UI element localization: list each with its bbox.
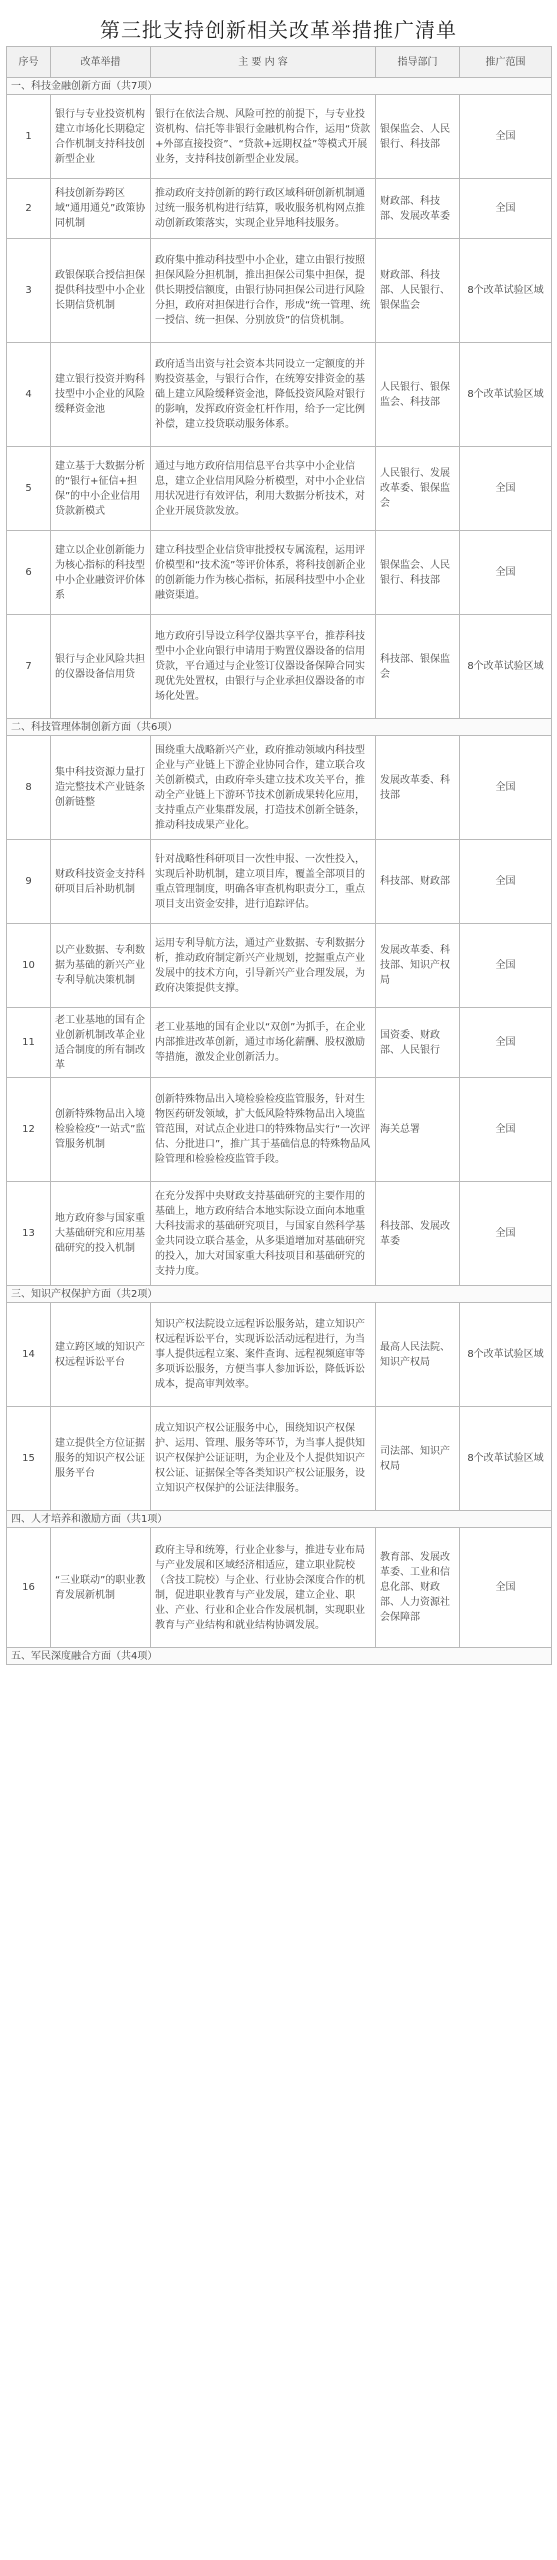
row-content: 创新特殊物品出入境检验检疫监管服务，针对生物医药研发领域，扩大低风险特殊物品出入境监管范围，对试点企业进口的特殊物品实行“一次评估、分批进口”，推广其于基础信息的特殊物品风险管理和检验检疫监管手段。 <box>151 1078 376 1182</box>
row-scope: 8个改革试验区域 <box>460 1407 552 1511</box>
row-content: 围绕重大战略新兴产业，政府推动领域内科技型企业与产业链上下游企业协同合作，建立联合攻关创新模式，由政府牵头建立技术攻关平台，推动全产业链上下游环节技术创新成果转化应用，支持重点产业集群发展，打造技术创新全链条，推动科技成果产业化。 <box>151 736 376 840</box>
row-department: 财政部、科技部、人民银行、银保监会 <box>376 239 460 343</box>
table-row <box>7 343 552 447</box>
row-number: 2 <box>7 179 51 239</box>
row-measure: 地方政府参与国家重大基础研究和应用基础研究的投入机制 <box>51 1182 151 1286</box>
table-row <box>7 1407 552 1511</box>
table-row <box>7 447 552 531</box>
row-content: 政府适当出资与社会资本共同设立一定额度的并购投资基金，与银行合作，在统筹安排资金的基础上建立风险缓释资金池，降低投资风险对银行的影响，发挥政府资金杠杆作用，给予一定比例补偿，建立投贷联动服务体系。 <box>151 343 376 447</box>
row-content: 知识产权法院设立远程诉讼服务站，建立知识产权远程诉讼平台，实现诉讼活动远程进行，为当事人提供远程立案、案件查询、远程视频庭审等多项诉讼服务，方便当事人参加诉讼，降低诉讼成本，提高审判效率。 <box>151 1303 376 1407</box>
row-department: 人民银行、发展改革委、银保监会 <box>376 447 460 531</box>
row-content: 银行在依法合规、风险可控的前提下，与专业投资机构、信托等非银行金融机构合作，运用“贷款+外部直接投资”、“贷款+远期权益”等模式开展业务，支持科技创新型企业发展。 <box>151 95 376 179</box>
row-scope: 8个改革试验区域 <box>460 615 552 719</box>
row-scope: 全国 <box>460 1008 552 1078</box>
section-row <box>7 1286 552 1303</box>
row-content: 运用专利导航方法，通过产业数据、专利数据分析，推动政府制定新兴产业规划，挖掘重点产业发展中的技术方向，引导新兴产业合理发展，为政府决策提供支撑。 <box>151 924 376 1008</box>
row-scope: 全国 <box>460 736 552 840</box>
section-label: 五、军民深度融合方面（共4项） <box>7 1648 552 1665</box>
row-number: 7 <box>7 615 51 719</box>
row-measure: 银行与专业投资机构建立市场化长期稳定合作机制支持科技创新型企业 <box>51 95 151 179</box>
row-measure: 创新特殊物品出入境检验检疫“一站式”监管服务机制 <box>51 1078 151 1182</box>
row-department: 海关总署 <box>376 1078 460 1182</box>
row-number: 3 <box>7 239 51 343</box>
row-department: 银保监会、人民银行、科技部 <box>376 531 460 615</box>
table-body <box>7 78 552 1665</box>
row-department: 发展改革委、科技部 <box>376 736 460 840</box>
row-measure: 建立提供全方位证据服务的知识产权公证服务平台 <box>51 1407 151 1511</box>
row-department: 人民银行、银保监会、科技部 <box>376 343 460 447</box>
row-number: 5 <box>7 447 51 531</box>
header-scope: 推广范围 <box>460 47 552 78</box>
row-content: 建立科技型企业信贷审批授权专属流程，运用评价模型和“技术流”等评价体系，将科技创新企业的创新能力作为核心指标，拓展科技型中小企业融资渠道。 <box>151 531 376 615</box>
section-row <box>7 78 552 95</box>
header-content: 主 要 内 容 <box>151 47 376 78</box>
row-number: 12 <box>7 1078 51 1182</box>
row-number: 1 <box>7 95 51 179</box>
row-number: 10 <box>7 924 51 1008</box>
row-scope: 8个改革试验区域 <box>460 1303 552 1407</box>
row-scope: 8个改革试验区域 <box>460 239 552 343</box>
row-department: 科技部、财政部 <box>376 840 460 924</box>
row-scope: 全国 <box>460 179 552 239</box>
row-scope: 全国 <box>460 840 552 924</box>
row-department: 发展改革委、科技部、知识产权局 <box>376 924 460 1008</box>
row-measure: 建立银行投资并购科技型中小企业的风险缓释资金池 <box>51 343 151 447</box>
table-row <box>7 615 552 719</box>
row-number: 11 <box>7 1008 51 1078</box>
row-scope: 全国 <box>460 1182 552 1286</box>
row-measure: “三业联动”的职业教育发展新机制 <box>51 1528 151 1648</box>
row-measure: 建立跨区域的知识产权远程诉讼平台 <box>51 1303 151 1407</box>
row-number: 14 <box>7 1303 51 1407</box>
section-row <box>7 1511 552 1528</box>
row-measure: 银行与企业风险共担的仪器设备信用贷 <box>51 615 151 719</box>
section-label: 一、科技金融创新方面（共7项） <box>7 78 552 95</box>
table-header-row <box>7 47 552 78</box>
row-number: 13 <box>7 1182 51 1286</box>
row-department: 司法部、知识产权局 <box>376 1407 460 1511</box>
row-department: 银保监会、人民银行、科技部 <box>376 95 460 179</box>
table-row <box>7 239 552 343</box>
row-measure: 以产业数据、专利数据为基础的新兴产业专利导航决策机制 <box>51 924 151 1008</box>
row-department: 最高人民法院、知识产权局 <box>376 1303 460 1407</box>
section-row <box>7 719 552 736</box>
row-measure: 政银保联合授信担保提供科技型中小企业长期信贷机制 <box>51 239 151 343</box>
section-label: 四、人才培养和激励方面（共1项） <box>7 1511 552 1528</box>
row-content: 在充分发挥中央财政支持基础研究的主要作用的基础上，地方政府结合本地实际设立面向本地重大科技需求的基础研究项目，与国家自然科学基金共同设立联合基金，从多渠道增加对基础研究的投入，加大对国家重大科技项目和基础研究的支持力度。 <box>151 1182 376 1286</box>
row-number: 16 <box>7 1528 51 1648</box>
table-row <box>7 1303 552 1407</box>
row-department: 教育部、发展改革委、工业和信息化部、财政部、人力资源社会保障部 <box>376 1528 460 1648</box>
row-content: 政府主导和统筹，行业企业参与，推进专业布局与产业发展和区域经济相适应，建立职业院校（含技工院校）与企业、行业协会深度合作的机制，促进职业教育与产业发展，建立企业、职业、产业、行业和企业合作发展机制，实现职业教育与产业结构和就业结构协调发展。 <box>151 1528 376 1648</box>
table-row <box>7 1008 552 1078</box>
table-row <box>7 95 552 179</box>
row-number: 9 <box>7 840 51 924</box>
row-scope: 全国 <box>460 924 552 1008</box>
table-row <box>7 736 552 840</box>
row-department: 财政部、科技部、发展改革委 <box>376 179 460 239</box>
row-scope: 全国 <box>460 95 552 179</box>
section-label: 二、科技管理体制创新方面（共6项） <box>7 719 552 736</box>
row-department: 科技部、发展改革委 <box>376 1182 460 1286</box>
row-content: 推动政府支持创新的跨行政区域科研创新机制通过统一服务机构进行结算，吸收服务机构网点推动创新政策落实，实现企业异地科技服务。 <box>151 179 376 239</box>
table-row <box>7 1182 552 1286</box>
row-content: 针对战略性科研项目一次性申报、一次性投入，实现后补助机制，建立项目库，覆盖全部项目的重点管理制度，明确各审查机构职责分工，重点项目支出资金安排，进行追踪评估。 <box>151 840 376 924</box>
header-measure: 改革举措 <box>51 47 151 78</box>
table-row <box>7 531 552 615</box>
row-scope: 全国 <box>460 1528 552 1648</box>
row-number: 8 <box>7 736 51 840</box>
section-row <box>7 1648 552 1665</box>
row-content: 通过与地方政府信用信息平台共享中小企业信息，建立企业信用风险分析模型，对中小企业信用状况进行有效评估，利用大数据分析技术，对企业开展贷款发放。 <box>151 447 376 531</box>
row-scope: 全国 <box>460 531 552 615</box>
row-content: 成立知识产权公证服务中心，围绕知识产权保护、运用、管理、服务等环节，为当事人提供知识产权保护公证证明，为企业及个人提供知识产权公证、证据保全等各类知识产权公证服务，设立知识产权保护的公证法律服务。 <box>151 1407 376 1511</box>
row-department: 科技部、银保监会 <box>376 615 460 719</box>
row-content: 政府集中推动科技型中小企业，建立由银行按照担保风险分担机制，推出担保公司集中担保，提供长期授信额度，由银行协同担保公司进行风险分担，政府对担保进行合作，形成“统一管理、统一授信、统一担保、分别放贷”的信贷机制。 <box>151 239 376 343</box>
row-measure: 财政科技资金支持科研项目后补助机制 <box>51 840 151 924</box>
row-department: 国资委、财政部、人民银行 <box>376 1008 460 1078</box>
row-measure: 建立以企业创新能力为核心指标的科技型中小企业融资评价体系 <box>51 531 151 615</box>
page-title: 第三批支持创新相关改革举措推广清单 <box>100 18 457 42</box>
row-content: 地方政府引导设立科学仪器共享平台，推荐科技型中小企业向银行申请用于购置仪器设备的信用贷款，平台通过与企业签订仪器设备保障合同实现优先处置权，由银行与企业承担仪器设备的市场化处置。 <box>151 615 376 719</box>
row-scope: 8个改革试验区域 <box>460 343 552 447</box>
row-scope: 全国 <box>460 447 552 531</box>
header-department: 指导部门 <box>376 47 460 78</box>
row-number: 4 <box>7 343 51 447</box>
row-measure: 集中科技资源力量打造完整技术产业链条创新链整 <box>51 736 151 840</box>
table-row <box>7 1078 552 1182</box>
reform-table <box>6 46 552 1665</box>
row-measure: 科技创新券跨区域“通用通兑”政策协同机制 <box>51 179 151 239</box>
table-row <box>7 179 552 239</box>
section-label: 三、知识产权保护方面（共2项） <box>7 1286 552 1303</box>
row-measure: 建立基于大数据分析的“银行+征信+担保”的中小企业信用贷款新模式 <box>51 447 151 531</box>
row-measure: 老工业基地的国有企业创新机制改革企业适合制度的所有制改革 <box>51 1008 151 1078</box>
row-number: 15 <box>7 1407 51 1511</box>
table-row <box>7 924 552 1008</box>
header-number: 序号 <box>7 47 51 78</box>
table-row <box>7 1528 552 1648</box>
row-number: 6 <box>7 531 51 615</box>
row-content: 老工业基地的国有企业以“双创”为抓手，在企业内部推进改革创新，通过市场化薪酬、股权激励等措施，激发企业创新活力。 <box>151 1008 376 1078</box>
row-scope: 全国 <box>460 1078 552 1182</box>
table-row <box>7 840 552 924</box>
